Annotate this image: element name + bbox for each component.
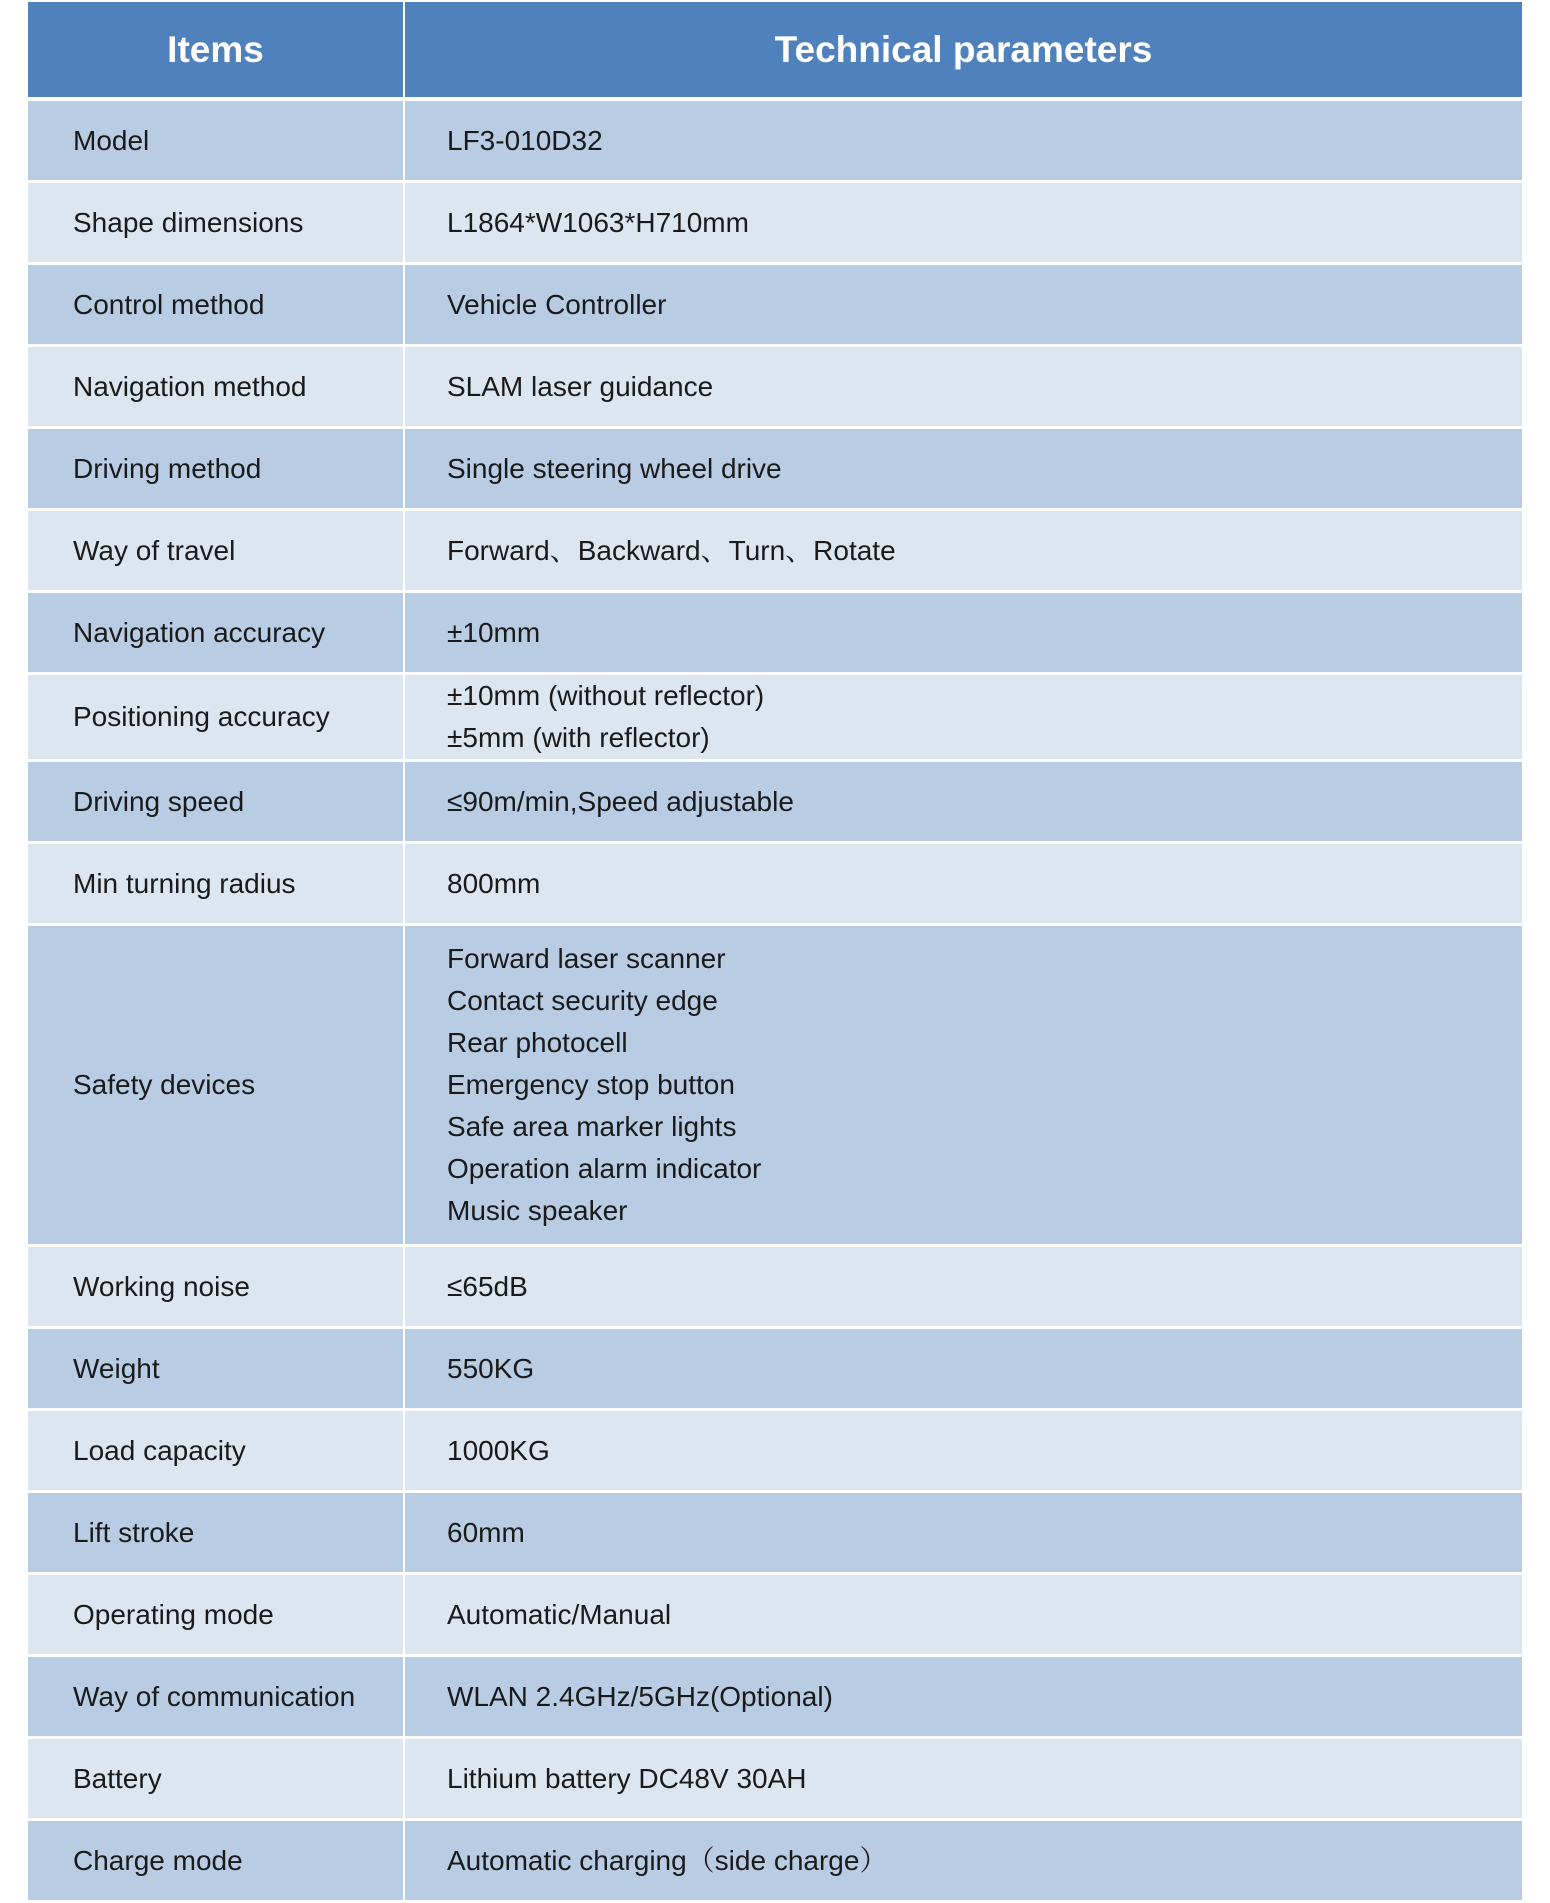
table-row xyxy=(28,675,1522,762)
table-row xyxy=(28,347,1522,429)
parameter-line: ±10mm (without reflector) xyxy=(447,680,765,711)
parameter-line: Vehicle Controller xyxy=(447,288,667,320)
table-row xyxy=(28,1247,1522,1329)
parameter-cell xyxy=(405,675,1522,762)
table-row xyxy=(28,101,1522,183)
parameter-line: L1864*W1063*H710mm xyxy=(447,206,749,238)
parameter-line: 550KG xyxy=(447,1352,535,1384)
item-cell: Shape dimensions xyxy=(28,183,405,265)
parameter-line: Safe area marker lights xyxy=(447,1111,737,1142)
item-cell: Way of travel xyxy=(28,511,405,593)
parameter-line: Operation alarm indicator xyxy=(447,1153,762,1184)
table-row xyxy=(28,1411,1522,1493)
table-row xyxy=(28,762,1522,844)
parameter-cell xyxy=(405,183,1522,265)
parameter-line: 1000KG xyxy=(447,1434,550,1466)
table-row xyxy=(28,429,1522,511)
parameter-cell xyxy=(405,1247,1522,1329)
parameter-cell xyxy=(405,593,1522,675)
table-row xyxy=(28,183,1522,265)
parameter-line: LF3-010D32 xyxy=(447,124,603,156)
item-cell: Battery xyxy=(28,1739,405,1821)
parameter-cell xyxy=(405,347,1522,429)
table-row xyxy=(28,844,1522,926)
parameter-cell xyxy=(405,1329,1522,1411)
table-row xyxy=(28,1575,1522,1657)
parameter-cell xyxy=(405,101,1522,183)
item-cell: Weight xyxy=(28,1329,405,1411)
parameter-line: WLAN 2.4GHz/5GHz(Optional) xyxy=(447,1680,833,1712)
header-technical-parameters: Technical parameters xyxy=(405,2,1522,101)
parameter-line: 60mm xyxy=(447,1516,525,1548)
table-row xyxy=(28,593,1522,675)
item-cell: Driving method xyxy=(28,429,405,511)
header-row xyxy=(28,2,1522,101)
table-row xyxy=(28,926,1522,1247)
parameter-line: 800mm xyxy=(447,867,541,899)
item-cell: Control method xyxy=(28,265,405,347)
parameter-line: Lithium battery DC48V 30AH xyxy=(447,1762,807,1794)
parameter-line: ±10mm xyxy=(447,616,541,648)
parameter-line: Automatic charging（side charge） xyxy=(447,1844,888,1876)
parameter-cell xyxy=(405,1657,1522,1739)
spec-table xyxy=(28,2,1522,1903)
parameter-line: Contact security edge xyxy=(447,985,718,1016)
item-cell: Positioning accuracy xyxy=(28,675,405,762)
item-cell: Driving speed xyxy=(28,762,405,844)
parameter-line: SLAM laser guidance xyxy=(447,370,714,402)
parameter-cell xyxy=(405,1739,1522,1821)
parameter-cell xyxy=(405,1493,1522,1575)
parameter-cell xyxy=(405,511,1522,593)
spec-body xyxy=(28,101,1522,1903)
table-row xyxy=(28,511,1522,593)
parameter-cell xyxy=(405,844,1522,926)
parameter-cell xyxy=(405,1411,1522,1493)
item-cell: Load capacity xyxy=(28,1411,405,1493)
parameter-line: Emergency stop button xyxy=(447,1069,735,1100)
parameter-cell xyxy=(405,762,1522,844)
item-cell: Lift stroke xyxy=(28,1493,405,1575)
parameter-cell xyxy=(405,265,1522,347)
table-row xyxy=(28,265,1522,347)
table-row xyxy=(28,1493,1522,1575)
item-cell: Navigation accuracy xyxy=(28,593,405,675)
parameter-line: Forward、Backward、Turn、Rotate xyxy=(447,534,896,566)
parameter-cell xyxy=(405,429,1522,511)
parameter-line: ±5mm (with reflector) xyxy=(447,722,710,753)
parameter-cell xyxy=(405,1575,1522,1657)
parameter-line: Automatic/Manual xyxy=(447,1598,672,1630)
table-row xyxy=(28,1739,1522,1821)
parameter-line: ≤65dB xyxy=(447,1270,528,1302)
parameter-cell xyxy=(405,926,1522,1247)
item-cell: Way of communication xyxy=(28,1657,405,1739)
header-items: Items xyxy=(28,2,405,101)
parameter-line: ≤90m/min,Speed adjustable xyxy=(447,785,794,817)
table-row xyxy=(28,1657,1522,1739)
item-cell: Operating mode xyxy=(28,1575,405,1657)
item-cell: Min turning radius xyxy=(28,844,405,926)
table-row xyxy=(28,1329,1522,1411)
parameter-line: Music speaker xyxy=(447,1195,628,1226)
item-cell: Model xyxy=(28,101,405,183)
item-cell: Working noise xyxy=(28,1247,405,1329)
parameter-line: Rear photocell xyxy=(447,1027,628,1058)
item-cell: Navigation method xyxy=(28,347,405,429)
parameter-line: Single steering wheel drive xyxy=(447,452,782,484)
item-cell: Safety devices xyxy=(28,926,405,1247)
parameter-line: Forward laser scanner xyxy=(447,943,726,974)
item-cell: Charge mode xyxy=(28,1821,405,1903)
